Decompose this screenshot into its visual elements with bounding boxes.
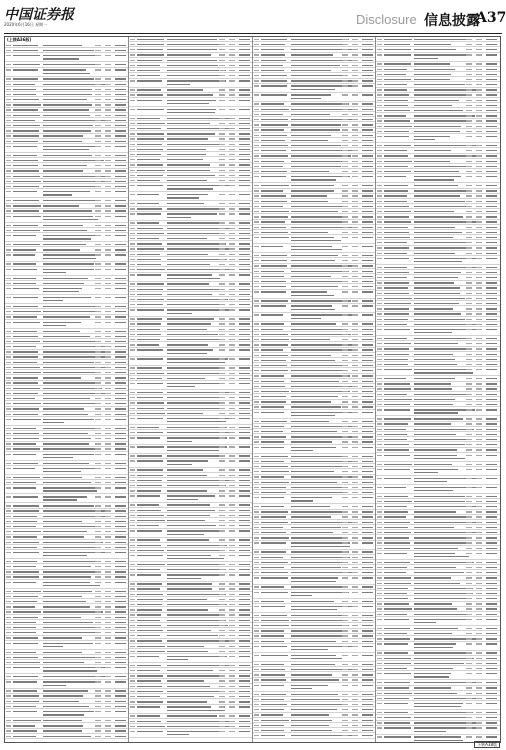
table-column bbox=[376, 37, 500, 742]
table-row bbox=[253, 93, 375, 102]
table-row bbox=[376, 53, 500, 62]
table-row bbox=[129, 529, 252, 538]
table-row bbox=[253, 244, 375, 253]
table-row bbox=[5, 494, 128, 503]
table-row bbox=[253, 304, 375, 313]
table-row bbox=[253, 683, 375, 692]
table-row bbox=[253, 290, 375, 299]
table-row bbox=[5, 253, 128, 262]
table-row bbox=[376, 642, 500, 651]
table-column bbox=[129, 37, 253, 742]
table-row bbox=[376, 701, 500, 710]
table-row bbox=[129, 273, 252, 282]
table-row bbox=[129, 308, 252, 317]
table-row bbox=[129, 436, 252, 445]
table-row bbox=[253, 644, 375, 653]
table-row bbox=[129, 729, 252, 738]
table-row bbox=[5, 665, 128, 674]
table-row bbox=[5, 580, 128, 589]
table-row bbox=[129, 183, 252, 192]
table-row bbox=[5, 189, 128, 198]
table-row bbox=[253, 733, 375, 738]
table-row bbox=[129, 107, 252, 116]
newspaper-logo: 中国证券报 bbox=[4, 7, 74, 23]
table-row bbox=[5, 680, 128, 689]
table-row bbox=[253, 445, 375, 454]
table-row bbox=[253, 495, 375, 504]
table-row bbox=[376, 453, 500, 462]
table-row bbox=[5, 68, 128, 77]
table-row bbox=[5, 286, 128, 295]
table-row bbox=[129, 79, 252, 88]
table-row bbox=[376, 256, 500, 265]
column-heading: (上接A36版) bbox=[7, 37, 32, 42]
table-row bbox=[5, 452, 128, 461]
table-row bbox=[5, 709, 128, 718]
masthead bbox=[0, 0, 506, 34]
table-row bbox=[5, 320, 128, 329]
table-row bbox=[129, 573, 252, 582]
table-row bbox=[5, 466, 128, 475]
table-row bbox=[376, 327, 500, 336]
table-row bbox=[129, 192, 252, 201]
table-row bbox=[376, 671, 500, 680]
table-row bbox=[129, 654, 252, 663]
table-row bbox=[5, 53, 128, 62]
table-row bbox=[253, 410, 375, 419]
table-row bbox=[253, 576, 375, 585]
table-row bbox=[129, 348, 252, 357]
issue-date: 2020年6月16日 星期一 bbox=[4, 22, 48, 27]
continued-note: 下转A38版 bbox=[474, 741, 500, 748]
table-row bbox=[376, 407, 500, 416]
table-row bbox=[129, 553, 252, 562]
table-row bbox=[129, 494, 252, 503]
table-row bbox=[376, 726, 500, 735]
table-row bbox=[5, 267, 128, 276]
table-row bbox=[376, 551, 500, 560]
table-row bbox=[376, 485, 500, 494]
table-row bbox=[129, 98, 252, 107]
section-title-cn: 信息披露 bbox=[424, 13, 480, 29]
table-row bbox=[5, 417, 128, 426]
table-row bbox=[5, 485, 128, 494]
section-title-en: Disclosure bbox=[356, 12, 417, 27]
table-row bbox=[5, 641, 128, 650]
table-row bbox=[129, 212, 252, 221]
table-row bbox=[5, 295, 128, 304]
table-row bbox=[5, 144, 128, 153]
table-row bbox=[376, 174, 500, 183]
table-row bbox=[376, 367, 500, 376]
table-row bbox=[5, 734, 128, 739]
table-row bbox=[253, 653, 375, 662]
table-row bbox=[253, 235, 375, 244]
table-row bbox=[5, 550, 128, 559]
table-row bbox=[5, 214, 128, 223]
table-row bbox=[376, 617, 500, 626]
table-row bbox=[253, 313, 375, 322]
table-column bbox=[253, 37, 376, 742]
header-rule bbox=[4, 33, 502, 34]
table-row bbox=[376, 134, 500, 143]
table-row bbox=[376, 476, 500, 485]
table-row bbox=[129, 381, 252, 390]
table-row bbox=[253, 604, 375, 613]
table-row bbox=[253, 541, 375, 550]
table-row bbox=[129, 445, 252, 454]
table-row bbox=[129, 416, 252, 425]
table-row bbox=[129, 705, 252, 714]
table-row bbox=[129, 459, 252, 468]
table-row bbox=[376, 467, 500, 476]
table-row bbox=[253, 590, 375, 599]
disclosure-table bbox=[5, 37, 500, 742]
page-number: A37 bbox=[476, 10, 506, 26]
table-row bbox=[253, 84, 375, 93]
table-column bbox=[5, 37, 129, 742]
table-row bbox=[5, 233, 128, 242]
table-row bbox=[253, 174, 375, 183]
table-row bbox=[129, 357, 252, 366]
